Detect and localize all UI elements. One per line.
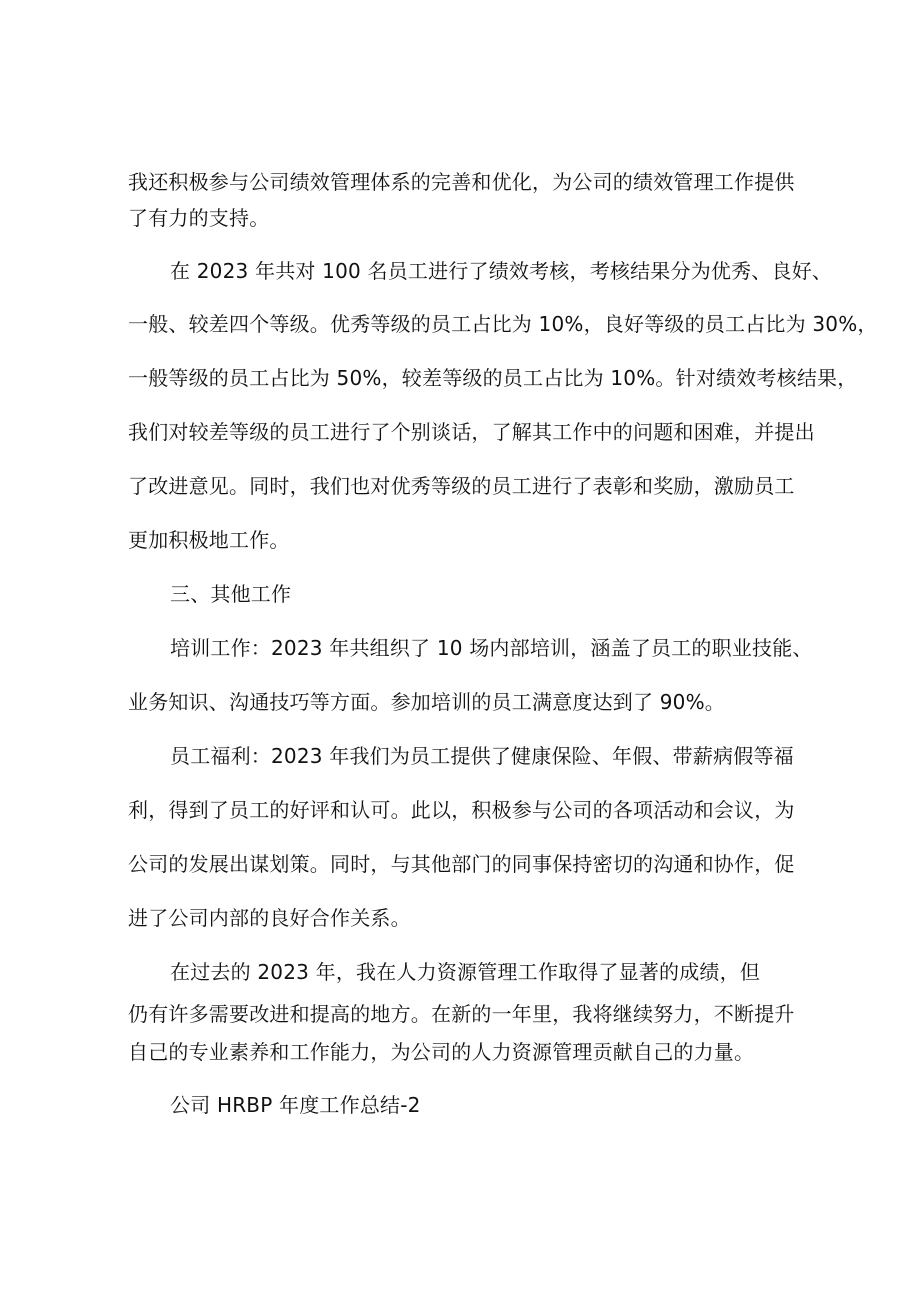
text-line: 更加积极地工作。 (128, 528, 290, 552)
text-line: 我们对较差等级的员工进行了个别谈话，了解其工作中的问题和困难，并提出 (128, 420, 815, 444)
text-line: 在 2023 年共对 100 名员工进行了绩效考核，考核结果分为优秀、良好、 (170, 259, 833, 283)
text-line: 业务知识、沟通技巧等方面。参加培训的员工满意度达到了 90%。 (128, 690, 726, 714)
text-line: 了改进意见。同时，我们也对优秀等级的员工进行了表彰和奖励，激励员工 (128, 474, 795, 498)
text-line: 利，得到了员工的好评和认可。此以，积极参与公司的各项活动和会议，为 (128, 798, 795, 822)
text-line: 进了公司内部的良好合作关系。 (128, 906, 411, 930)
text-line: 我还积极参与公司绩效管理体系的完善和优化，为公司的绩效管理工作提供 (128, 170, 795, 194)
text-line: 仍有许多需要改进和提高的地方。在新的一年里，我将继续努力，不断提升 (128, 1002, 795, 1026)
text-line: 培训工作：2023 年共组织了 10 场内部培训，涵盖了员工的职业技能、 (170, 636, 813, 660)
text-line: 公司的发展出谋划策。同时，与其他部门的同事保持密切的沟通和协作，促 (128, 852, 795, 876)
text-line: 自己的专业素养和工作能力，为公司的人力资源管理贡献自己的力量。 (128, 1040, 755, 1064)
text-line: 了有力的支持。 (128, 206, 270, 230)
text-line: 一般等级的员工占比为 50%，较差等级的员工占比为 10%。针对绩效考核结果， (128, 366, 858, 390)
text-line: 一般、较差四个等级。优秀等级的员工占比为 10%，良好等级的员工占比为 30%， (128, 312, 878, 336)
text-line: 员工福利：2023 年我们为员工提供了健康保险、年假、带薪病假等福 (170, 744, 794, 768)
document-title: 公司 HRBP 年度工作总结-2 (170, 1093, 421, 1117)
text-line: 在过去的 2023 年，我在人力资源管理工作取得了显著的成绩，但 (170, 960, 761, 984)
section-heading: 三、其他工作 (170, 582, 292, 606)
